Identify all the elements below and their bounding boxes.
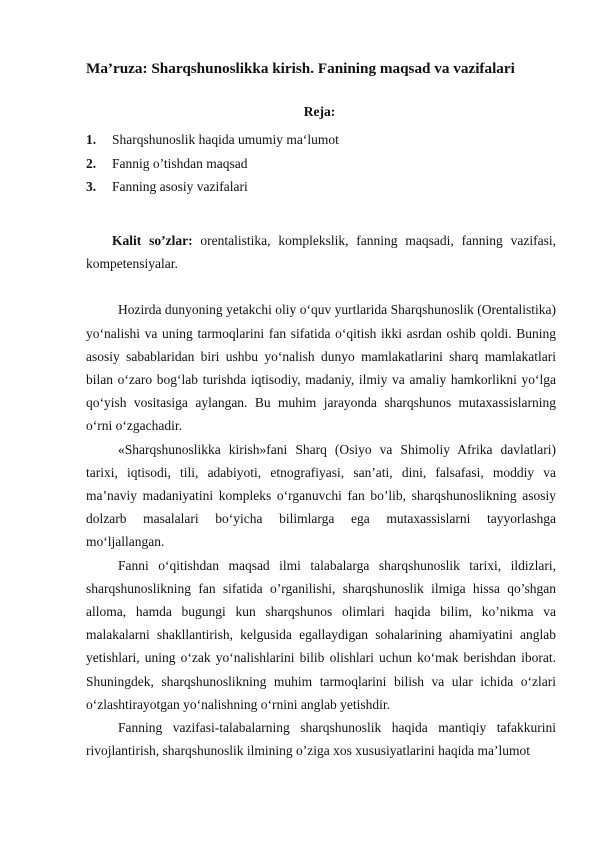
body-paragraph: Fanning vazifasi-talabalarning sharqshunoslik haqida mantiqiy tafakkurini rivojlantirish, sharqshunoslik ilmining o’ziga xos xususiyatlarini haqida ma’lumot [86, 720, 556, 759]
document-body [86, 229, 556, 762]
plan-item-text: Sharqshunoslik haqida umumiy ma‘lumot [112, 132, 339, 147]
body-paragraph: «Sharqshunoslikka kirish»fani Sharq (Osiyo va Shimoliy Afrika davlatlari) tarixi, iqtisodi, tili, adabiyoti, etnografiyasi, san’ati, dini, falsafasi, moddiy va ma’naviy madaniyatini kompleks o‘rganuvchi fan bo’lib, sharqshunoslikning asosiy dolzarb masalalari bo‘yicha bilimlarga ega mutaxassislarni tayyorlashga mo‘ljallangan. [86, 441, 556, 550]
plan-item [86, 177, 556, 201]
plan-item-number: 3. [86, 179, 97, 194]
plan-list [86, 130, 556, 201]
plan-heading: Reja: [303, 104, 336, 119]
plan-item-text: Fannig o’tishdan maqsad [112, 155, 248, 171]
keywords-text: orentalistika, komplekslik, fanning maqsadi, fanning vazifasi, kompetensiyalar. [86, 233, 556, 272]
document-title: Ma’ruza: Sharqshunoslikka kirish. Fanining maqsad va vazifalari [86, 60, 515, 77]
plan-item-number: 2. [86, 155, 97, 171]
body-paragraph: Fanni o‘qitishdan maqsad ilmi talabalarga sharqshunoslik tarixi, ildizlari, sharqshunoslikning fan sifatida o’rganilishi, sharqshunoslik ilmiga hissa qo’shgan alloma, hamda bugungi kun sharqshunos olimlari haqida bilim, ko’nikma va malakalarni shakllantirish, kelgusida egallaydigan sohalarining ahamiyatini anglab yetishlari, uning o‘zak yo‘nalishlarini bilib olishlari uchun ko‘mak berishdan iborat. Shuningdek, sharqshunoslikning muhim tarmoqlarini bilish va ular ichida o‘zlari o‘zlashtirayotgan yo‘nalishning o‘rnini anglab yetishdir. [86, 557, 556, 712]
plan-item-text: Fanning asosiy vazifalari [112, 179, 248, 194]
keywords-paragraph [86, 229, 556, 275]
keywords-label: Kalit so’zlar: [112, 233, 193, 248]
plan-item [86, 130, 556, 154]
plan-item-number: 1. [86, 132, 97, 147]
plan-item [86, 154, 556, 178]
body-paragraph: Hozirda dunyoning yetakchi oliy o‘quv yurtlarida Sharqshunoslik (Orentalistika) yo‘nalishi va uning tarmoqlarini fan sifatida o‘qitish ikki asrdan oshib qoldi. Buning asosiy sabablaridan biri ushbu yo‘nalish dunyo mamlakatlarini sharq mamlakatlari bilan o‘zaro bog‘lab turishda iqtisodiy, madaniy, ilmiy va amaliy hamkorlikni yo‘lga qo‘yish vositasiga aylangan. Bu muhim jarayonda sharqshunos mutaxassislarning o‘rni o‘zgachadir. [86, 302, 556, 434]
